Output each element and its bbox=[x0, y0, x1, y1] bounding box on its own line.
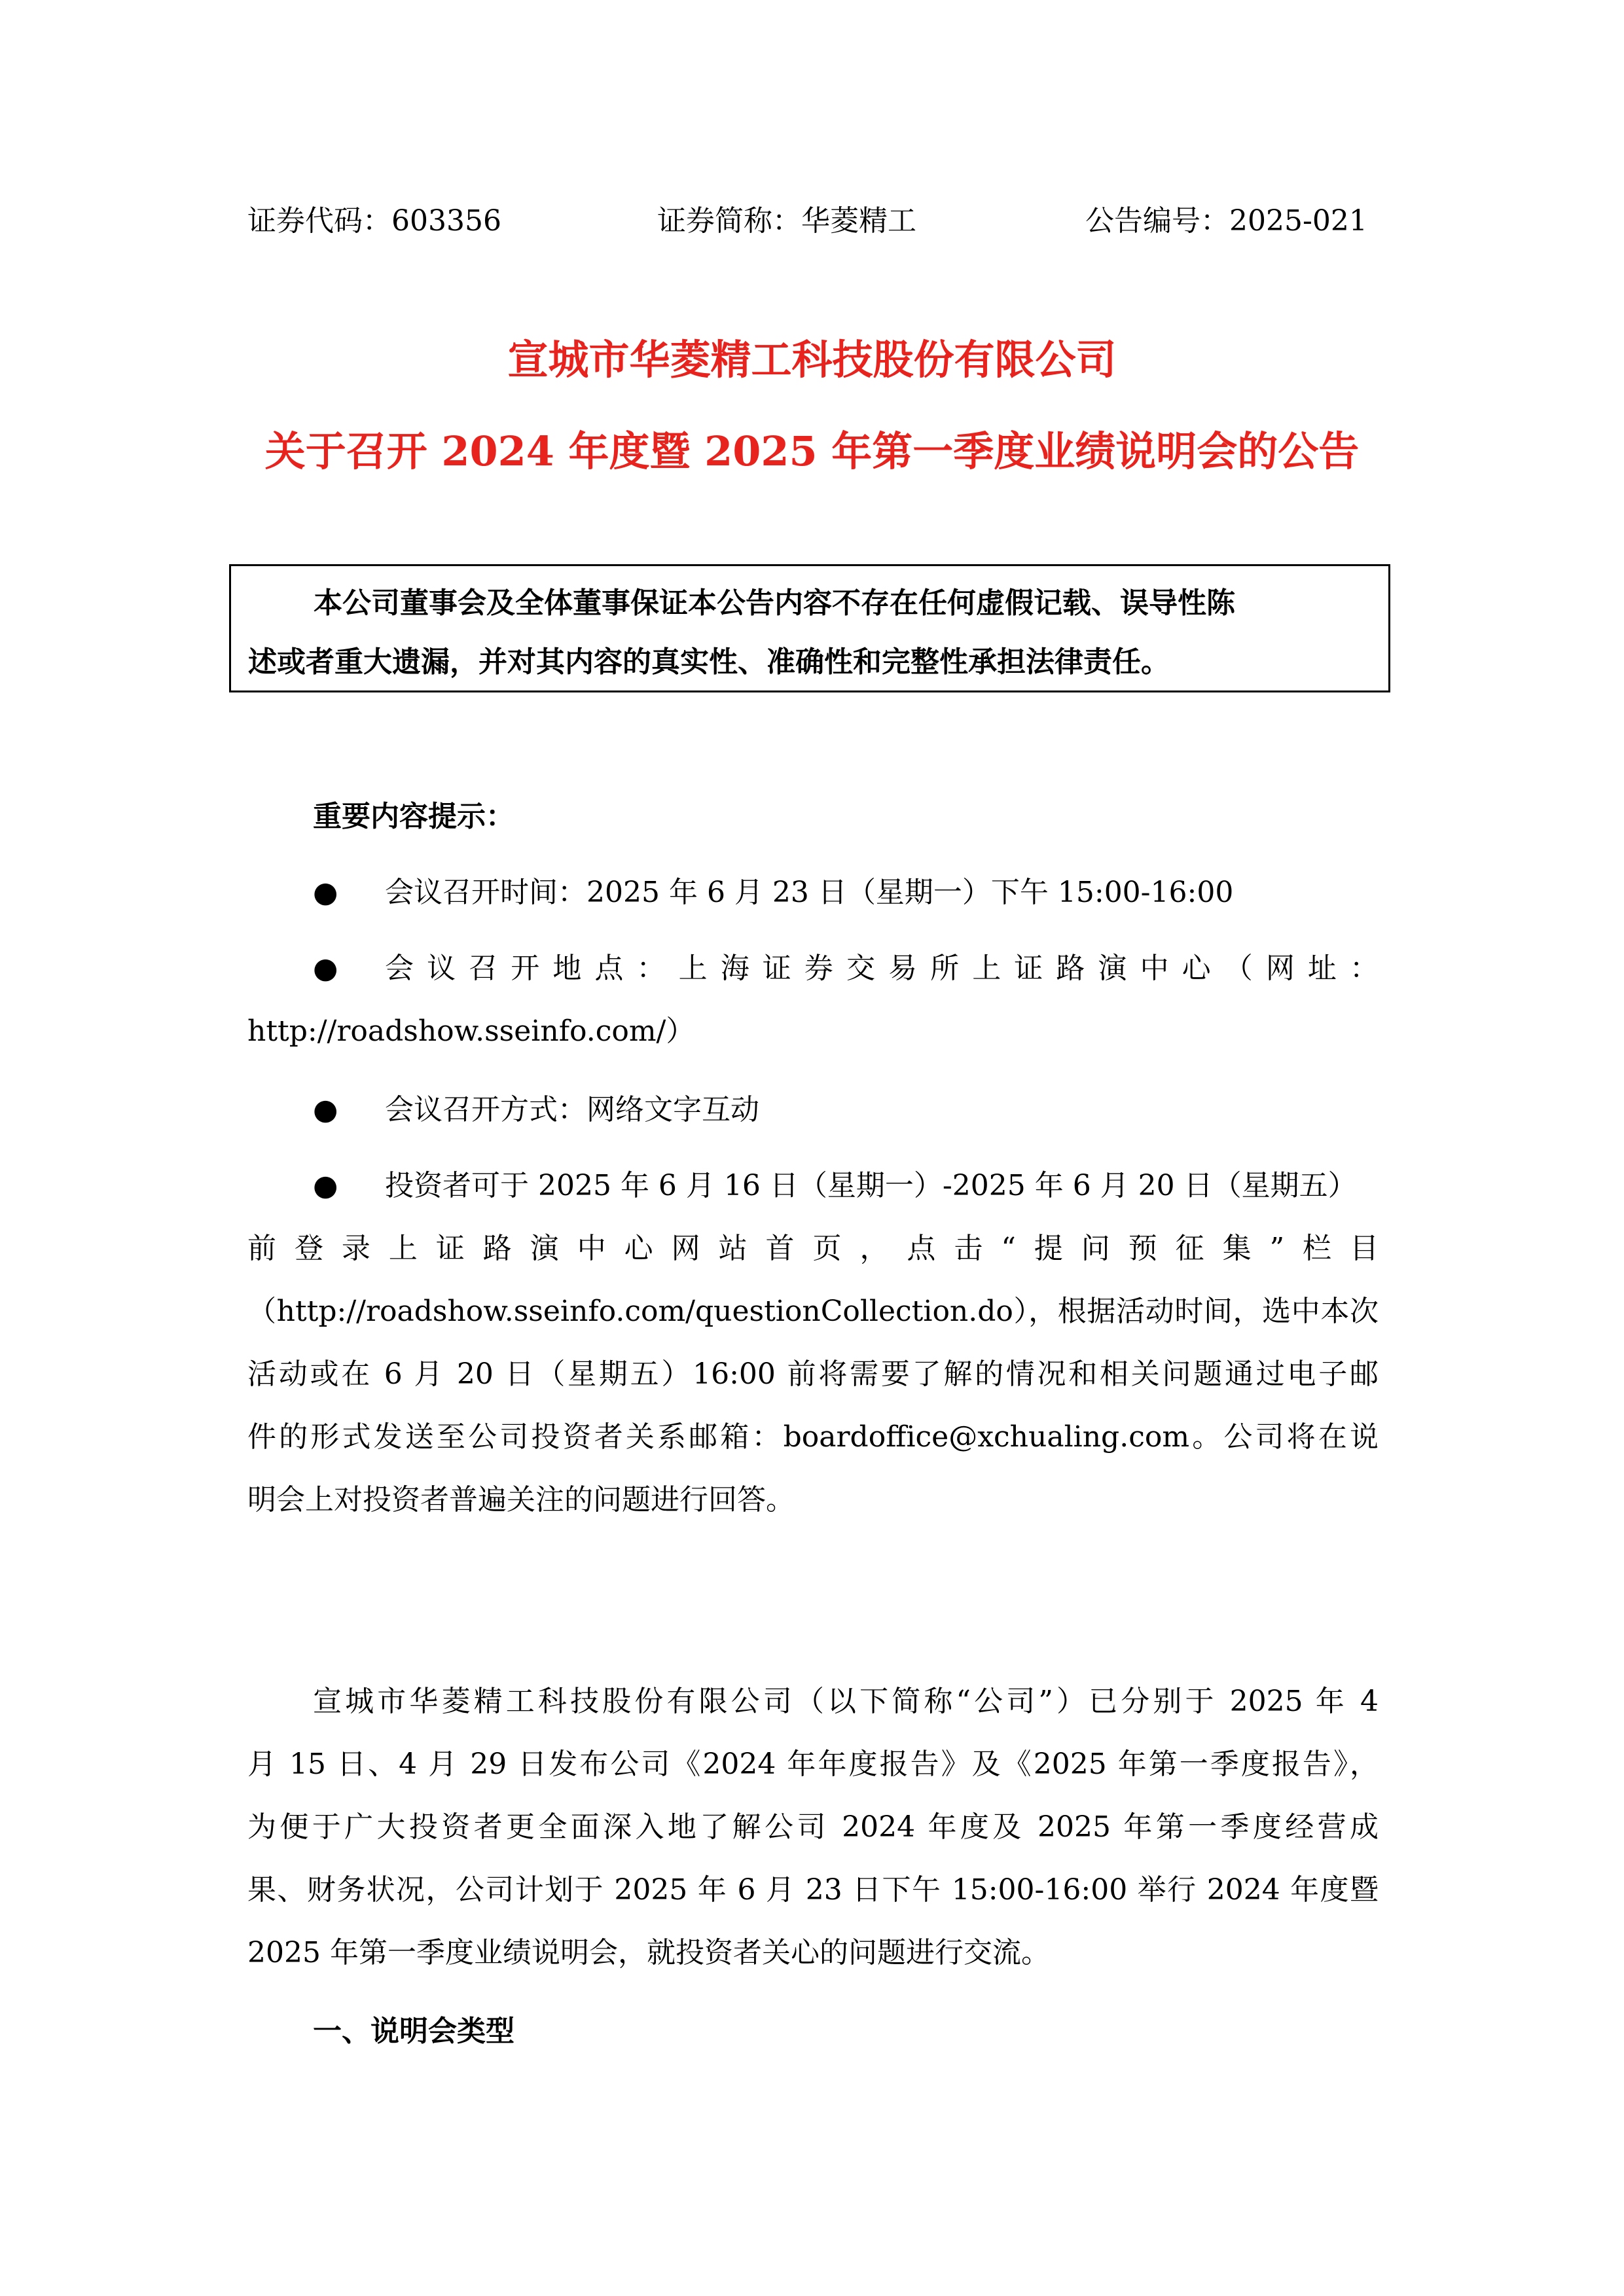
bullet-text: 会议召开地点：上海证券交易所上证路演中心（网址： bbox=[385, 952, 1379, 985]
bullet-dot: ● bbox=[313, 1093, 338, 1126]
bullet-text: 会议召开时间：2025 年 6 月 23 日（星期一）下午 15:00-16:00 bbox=[385, 876, 1234, 909]
intro-line-3: 为便于广大投资者更全面深入地了解公司 2024 年度及 2025 年第一季度经营成 bbox=[247, 1810, 1379, 1844]
bullet-item-2-line-2: http://roadshow.sseinfo.com/） bbox=[247, 1014, 695, 1048]
bullet-item-2 bbox=[247, 937, 1379, 1000]
bullet-dot: ● bbox=[313, 952, 338, 985]
stock-short-name: 证券简称：华菱精工 bbox=[657, 204, 916, 238]
intro-line-2: 月 15 日、4 月 29 日发布公司《2024 年年度报告》及《2025 年第一季度报告》， bbox=[247, 1748, 1379, 1781]
company-title: 宣城市华菱精工科技股份有限公司 bbox=[507, 336, 1117, 384]
highlights-heading: 重要内容提示： bbox=[313, 800, 514, 833]
board-statement-text: 本公司董事会及全体董事保证本公告内容不存在任何虚假记载、误导性陈 述或者重大遗漏，并对其内容的真实性、准确性和完整性承担法律责任。 bbox=[248, 586, 1235, 679]
document-header bbox=[247, 195, 1379, 247]
intro-line-5: 2025 年第一季度业绩说明会，就投资者关心的问题进行交流。 bbox=[247, 1936, 1050, 1969]
bullet-item-3 bbox=[247, 1079, 1379, 1141]
bullet-item-4 bbox=[247, 1155, 1379, 1217]
section-1-heading: 一、说明会类型 bbox=[313, 2015, 514, 2048]
intro-line-4: 果、财务状况，公司计划于 2025 年 6 月 23 日下午 15:00-16:00 举行 2024 年度暨 bbox=[247, 1873, 1379, 1907]
announcement-number: 公告编号：2025-021 bbox=[1085, 204, 1367, 238]
bullet-item-4-line-6: 明会上对投资者普遍关注的问题进行回答。 bbox=[247, 1483, 795, 1516]
intro-line-1: 宣城市华菱精工科技股份有限公司（以下简称“公司”）已分别于 2025 年 4 bbox=[313, 1685, 1379, 1718]
bullet-item-4-line-5: 件的形式发送至公司投资者关系邮箱：boardoffice@xchualing.com。公司将在说 bbox=[247, 1420, 1379, 1454]
bullet-item-4-line-2: 前登录上证路演中心网站首页，点击“提问预征集”栏目 bbox=[247, 1232, 1379, 1265]
bullet-text: 投资者可于 2025 年 6 月 16 日（星期一）-2025 年 6 月 20 日（星期五） bbox=[385, 1169, 1357, 1202]
announcement-title: 关于召开 2024 年度暨 2025 年第一季度业绩说明会的公告 bbox=[264, 427, 1360, 475]
board-statement-box bbox=[229, 564, 1390, 692]
bullet-dot: ● bbox=[313, 876, 338, 909]
bullet-item-1 bbox=[247, 861, 1379, 924]
bullet-item-4-line-3: （http://roadshow.sseinfo.com/questionCollection.do），根据活动时间，选中本次 bbox=[247, 1295, 1379, 1328]
bullet-text: 会议召开方式：网络文字互动 bbox=[385, 1093, 759, 1126]
bullet-item-4-line-4: 活动或在 6 月 20 日（星期五）16:00 前将需要了解的情况和相关问题通过电子邮 bbox=[247, 1357, 1379, 1391]
bullet-dot: ● bbox=[313, 1169, 338, 1202]
stock-code: 证券代码：603356 bbox=[247, 204, 501, 238]
